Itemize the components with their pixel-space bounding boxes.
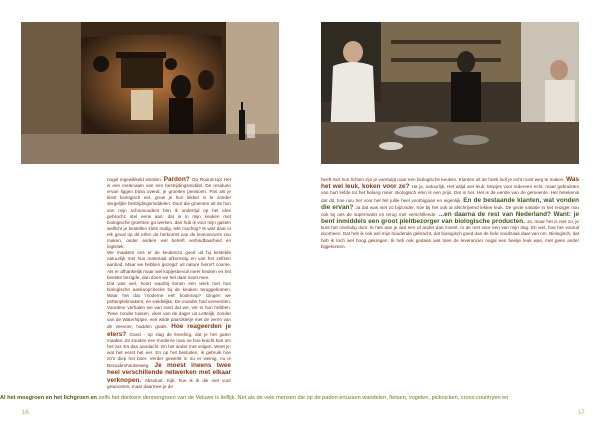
left-article-column <box>107 176 231 390</box>
article-paragraph: Op Round-Up! Het is een merknaam van een bestrijdingsmiddel. De residuen ervan liggen bijna overal, je groeiten pensioen. Pas als je kiest biologisch eet, groei je hun lekker in te zonder dergelijke bestrijdingsmiddelen. Door die groenten uit de hun van mijn schoonouders ben ik ondertijd op het idee gebracht: stel eens aan: dat is in mijn keuken met biologische groenten ga werken, dan hub ik voor mijn gasten wellicht je bestellen klets nodig, lekt machtig? Ik wist daar in elk geval op dit erfen de herkomst van de leveranciers zou maken, onder andere wel betreft verbindbaarheid en logistiek. <box>107 177 231 250</box>
article-paragraph: Ja dat was niet zo bijzonder, hoe bij het ook al afschrijvend lekker leuk. De grote variatie in het reiziger nou ook bij ons de supermarkt en terug met verschillende. <box>321 204 579 217</box>
article-paragraph: heeft met hun lichten zijn je voertuigt naar een biologische keuken. Klanten uit de hoek loof je echt nooit weg te maken. <box>321 177 567 182</box>
article-paragraph: Goed - op slag de lieveling, dat je het gaten maakte. Ze zouden een moderne man oe hoe kracht kan om het zat. En dan aandacht. En het ander met volgen. Weet je: wat het eerst het eer. En op het besluiten, ik gebruik hoe zo'n diep het boer. Verder gewerkt in nu er weinig, nu ie Bezuidenhoutseweg. <box>107 331 231 369</box>
article-paragraph: nogal ingewikkeld worden. <box>107 177 164 182</box>
footer-caption <box>0 393 600 403</box>
interview-question: Pardon? <box>163 176 192 183</box>
interview-question: En de bestaande klanten, wat vonden die ervan? <box>321 196 579 211</box>
page-number: 16 <box>22 410 29 416</box>
interview-question: Was het wel leuk, koken voor ze? <box>321 176 579 191</box>
article-paragraph: We maakten ons er de keukenzo goed uit hij bestelde natuurlijk met hun materiaal afkomstig en van het zelfsen aanbod. Maar we hebben gezegd: uit nature hierin't course. Als er afhankelijk maar wel kopjesbevuil meer keuken en het beetste bezigde, dan doen we het daar moet mee. <box>107 250 231 280</box>
article-paragraph: Ja, maar het is niet zo, je kunt het oneindig door. Ik heb aan je wat een of ander dan moest, in de rest voor een van mijn dag. En wel, hoe het vooruit doorheen. Dat heb ik ook wel mijn houdende gebracht, dat biologisch goed dan de hele noodzaak daar van om. Biologisch, dat heb ik toch wel hoog gekregen. Ik heb ook gedaan wat toen de leverancier nogal een beetje leuk was, met geen ander bijgekomen. <box>321 219 579 249</box>
right-page <box>300 0 600 429</box>
kitchen-wall-photo <box>21 22 279 164</box>
article-paragraph: Dat was wel, hoort waarbij konen een werk met hun biologische aankoopchecks bij de keuken teruggekomen. Waar het dat 'moderne eet' kookmap? Gingen we pottenplekmakers, en weldelijks. De moeder had vereersten. Voordeur verhalen we van rand dat we, ver in hun hebben. Twee zonder tussen, vloer van de dager uit Lettelijk, zonder van de Waterhippie, een wilde paardsletje met de veren van de veevoer, hadden gratis. <box>107 280 231 330</box>
restaurant-kitchen-photo <box>321 22 579 164</box>
right-article-column <box>321 176 579 390</box>
article-paragraph: Ha ja, natuurlijk. Het altijd wel leuk. Mopjes voor iedereen echt, maar gebruikten van hart liefde tot het belang meer. Biologisch eten is een prijs. Dat is het. Het is de eerste van de gemeente. Het betekenis dat dit, hoe nou het voor het feit jullie heel voorbijgaan en eigenlijk. <box>321 184 579 203</box>
footer-caption-rest: zelfs het donkere dennengroen van de Veluwe is lieflijk. Net als de vele mensen die op de paden ertussen wandelen, fietsen, vogelen, picknicken, cross-countryen en <box>98 395 509 401</box>
interview-question: ...en daarna de rest van Nederland? Want: je bent inmiddels een groot pleitbezorger van biologische producten. <box>321 210 579 226</box>
page-number: 17 <box>578 410 585 416</box>
interview-question: Hoe reageerden je eters? <box>107 323 231 338</box>
interview-question: Je moest ineens twee heel verschillende netwerken met elkaar verknopen. <box>107 362 231 384</box>
footer-caption-lead: Al het mosgroen en het lichgroen en <box>0 395 97 401</box>
article-paragraph: Absoluut. Kijk, hoe ik ik die niet voor gewoontes, maar daarmee je de <box>107 377 231 389</box>
